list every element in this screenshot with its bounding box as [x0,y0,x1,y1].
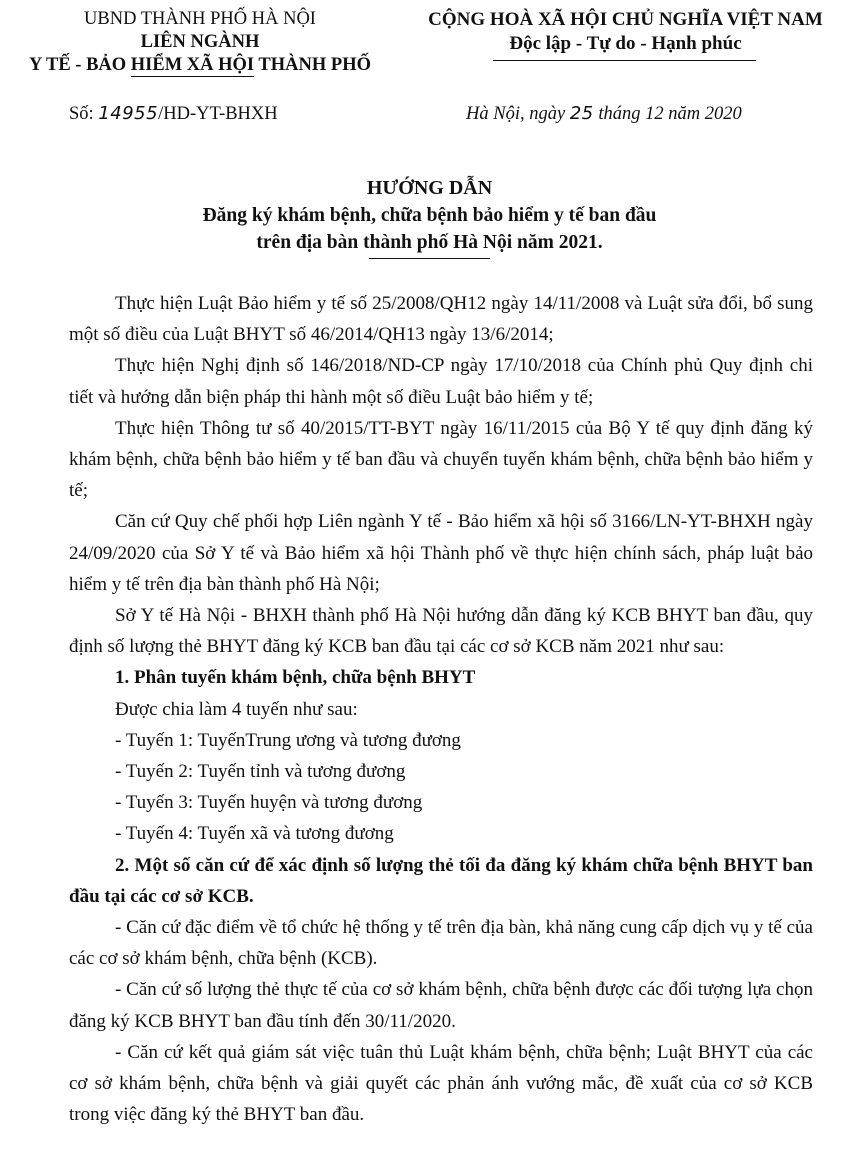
section-1-item: - Tuyến 1: TuyếnTrung ương và tương đương [115,729,461,751]
section-2-heading: 2. Một số căn cứ để xác định số lượng thẻ tối đa đăng ký khám chữa bệnh BHYT ban đầu tại các cơ sở KCB. [69,854,813,907]
issuer-line-1: UBND THÀNH PHỐ HÀ NỘI [84,9,316,29]
section-2-item: - Căn cứ số lượng thẻ thực tế của cơ sở khám bệnh, chữa bệnh được các đối tượng lựa chọn đăng ký KCB BHYT ban đầu tính đến 30/11/2020. [69,979,813,1032]
date-prefix: Hà Nội, ngày [466,104,570,124]
preamble-paragraph: Căn cứ Quy chế phối hợp Liên ngành Y tế - Bảo hiểm xã hội số 3166/LN-YT-BHXH ngày 24/09/2020 của Sở Y tế và Bảo hiểm xã hội Thành phố về thực hiện chính sách, pháp luật bảo hiểm y tế trên địa bàn thành phố Hà Nội; [69,511,813,595]
section-1-heading: 1. Phân tuyến khám bệnh, chữa bệnh BHYT [115,667,476,689]
title-line-1: HƯỚNG DẪN [366,177,493,199]
title-line-2: Đăng ký khám bệnh, chữa bệnh bảo hiểm y tế ban đầu [202,205,657,226]
motto-underline [493,60,756,61]
issuer-line-2: LIÊN NGÀNH [140,32,260,52]
issuer-block [0,8,400,77]
title-line-3: trên địa bàn thành phố Hà Nội năm 2021. [256,232,603,253]
issuer-line-3-c: THÀNH PHỐ [254,55,371,75]
section-2-item: - Căn cứ kết quả giám sát việc tuân thủ Luật khám bệnh, chữa bệnh; Luật BHYT của các cơ sở khám bệnh, chữa bệnh và giải quyết các phản ánh vướng mắc, đề xuất của cơ sở KCB trong việc đăng ký thẻ BHYT ban đầu. [69,1041,813,1126]
issuer-line-3-a: Y TẾ - BẢO [29,55,131,75]
doc-number-suffix: /HD-YT-BHXH [158,104,278,124]
national-motto-block [392,8,859,56]
preamble-paragraph: Thực hiện Nghị định số 146/2018/ND-CP ngày 17/10/2018 của Chính phủ Quy định chi tiết và hướng dẫn biện pháp thi hành một số điều Luật bảo hiểm y tế; [69,355,813,408]
issuer-line-3-b: HIỂM XÃ HỘI [130,55,255,75]
date-suffix: tháng 12 năm 2020 [593,104,742,124]
document-number [69,103,278,125]
doc-number-handwritten: 14955 [98,103,159,124]
title-underline [369,258,490,259]
section-1-item: - Tuyến 4: Tuyến xã và tương đương [115,823,394,845]
document-body [69,288,813,1130]
document-title [0,175,859,256]
preamble-paragraph: Sở Y tế Hà Nội - BHXH thành phố Hà Nội hướng dẫn đăng ký KCB BHYT ban đầu, quy định số lượng thẻ BHYT đăng ký KCB ban đầu tại các cơ sở KCB năm 2021 như sau: [69,605,813,658]
issuer-line-3 [0,54,400,77]
section-2-item: - Căn cứ đặc điểm về tổ chức hệ thống y tế trên địa bàn, khả năng cung cấp dịch vụ y tế của các cơ sở khám bệnh, chữa bệnh (KCB). [69,917,813,970]
national-motto: Độc lập - Tự do - Hạnh phúc [509,33,742,54]
section-1-item: - Tuyến 2: Tuyến tỉnh và tương đương [115,761,406,783]
preamble-paragraph: Thực hiện Thông tư số 40/2015/TT-BYT ngày 16/11/2015 của Bộ Y tế quy định đăng ký khám bệnh, chữa bệnh bảo hiểm y tế ban đầu và chuyển tuyến khám bệnh, chữa bệnh bảo hiểm y tế; [69,417,813,502]
section-1-item: - Tuyến 3: Tuyến huyện và tương đương [115,792,423,814]
document-date [466,103,742,125]
section-1-intro: Được chia làm 4 tuyến như sau: [115,698,358,720]
date-day-handwritten: 25 [569,103,594,124]
doc-number-prefix: Số: [69,104,99,124]
country-name: CỘNG HOÀ XÃ HỘI CHỦ NGHĨA VIỆT NAM [428,9,823,30]
preamble-paragraph: Thực hiện Luật Bảo hiểm y tế số 25/2008/QH12 ngày 14/11/2008 và Luật sửa đổi, bổ sung một số điều của Luật BHYT số 46/2014/QH13 ngày 13/6/2014; [69,293,813,346]
